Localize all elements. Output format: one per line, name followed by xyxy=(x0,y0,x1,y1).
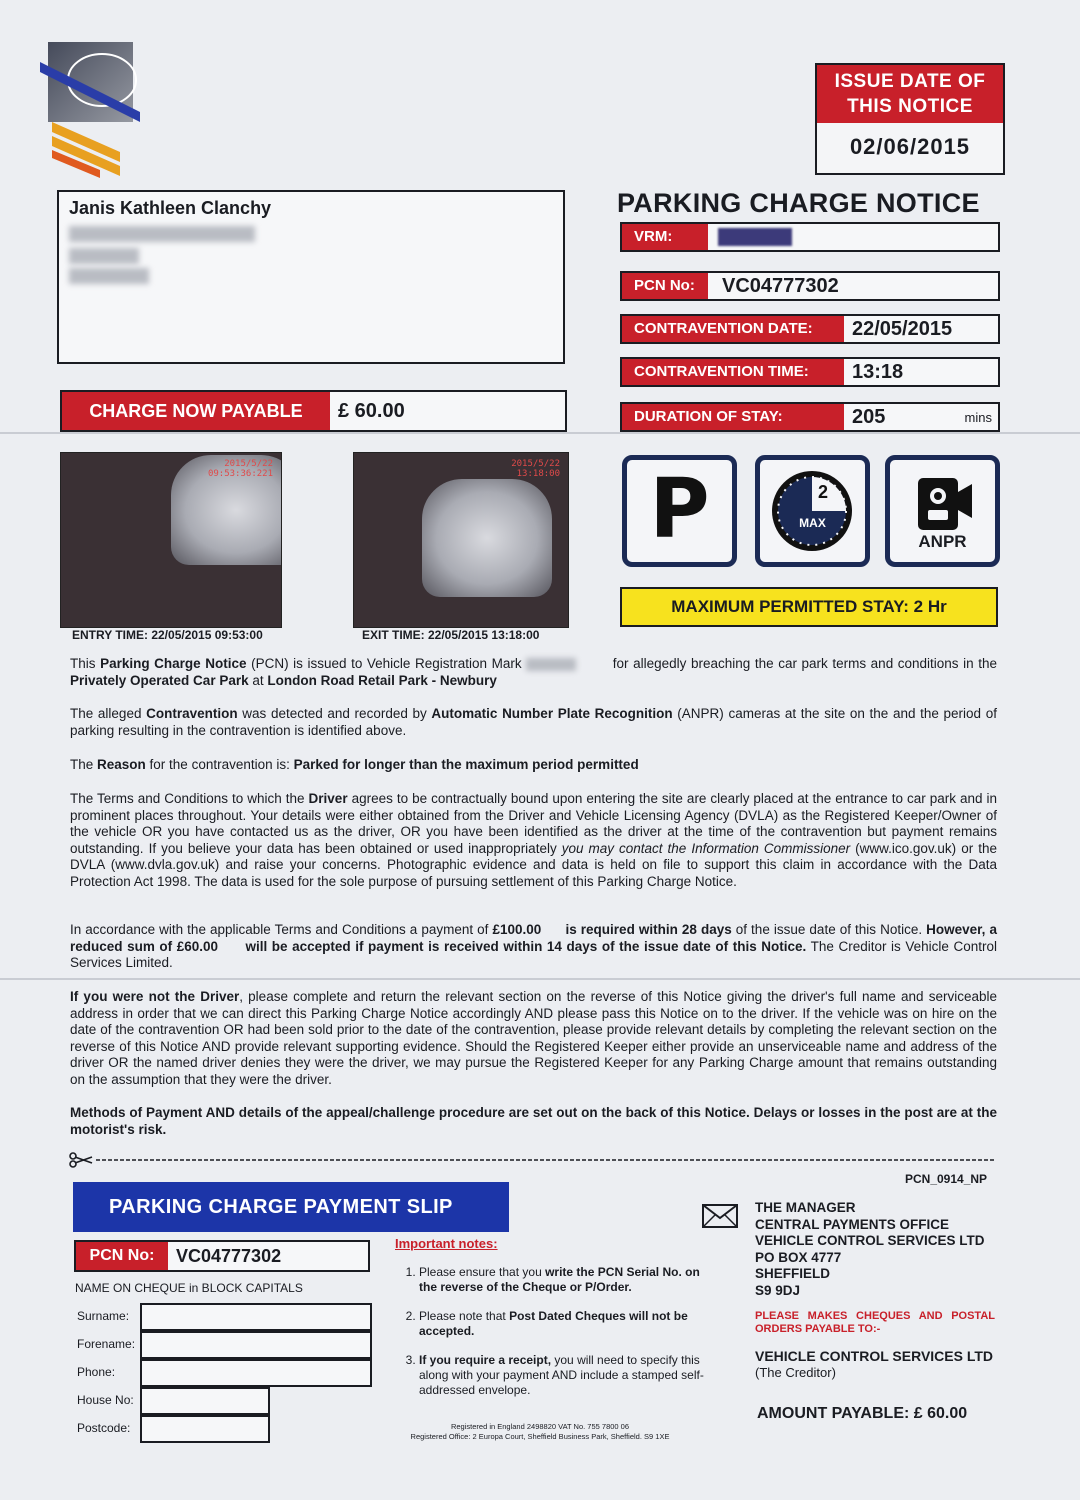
registration-details xyxy=(380,1422,700,1442)
exit-photo-stamp xyxy=(511,459,560,479)
exit-photo xyxy=(353,452,569,628)
phone-input[interactable] xyxy=(140,1359,372,1387)
postcode-label: Postcode: xyxy=(77,1421,131,1435)
text: If you require a receipt, xyxy=(419,1353,552,1367)
entry-photo xyxy=(60,452,282,628)
text: Please note that xyxy=(419,1309,510,1323)
text: (www.ico.gov.uk) or the DVLA (www.dvla.gov.uk) and raise your concerns. Photographic evidence and data is held on file to support this claim in accordance with the Data Protection Act 1998. The data is used for the sole purpose of pursuing settlement of this Parking Charge Notice. xyxy=(70,840,997,889)
house-no-row xyxy=(74,1387,374,1413)
paragraph-payment-terms xyxy=(70,922,997,972)
duration-label: DURATION OF STAY: xyxy=(622,404,844,430)
text: This xyxy=(70,656,101,671)
text: Automatic Number Plate Recognition xyxy=(431,706,673,721)
payment-slip-title: PARKING CHARGE PAYMENT SLIP xyxy=(73,1182,509,1232)
text: (ANPR) cameras at the site on the and the period of parking resulting in the contravention is identified above. xyxy=(70,706,997,738)
creditor-name: VEHICLE CONTROL SERVICES LTD xyxy=(755,1348,994,1364)
text: Parked for longer than the maximum period permitted xyxy=(293,757,639,772)
text: for the contravention is: xyxy=(145,757,294,772)
redacted-address-line xyxy=(69,226,255,242)
text: Reason xyxy=(97,757,146,772)
paragraph-contravention xyxy=(70,706,997,739)
text: Contravention xyxy=(146,706,238,721)
vrm-field xyxy=(620,222,1000,252)
text: you will need to specify this along with your payment AND include a stamped self-addressed envelope. xyxy=(419,1353,704,1397)
paper-fold xyxy=(0,978,1080,980)
entry-stamp-date: 2015/5/22 xyxy=(224,459,273,469)
contravention-date-label: CONTRAVENTION DATE: xyxy=(622,316,844,342)
parking-sign-icon xyxy=(622,455,737,567)
forename-label: Forename: xyxy=(77,1337,136,1351)
text: write the PCN Serial No. on the reverse of the Cheque or P/Order. xyxy=(419,1265,700,1294)
issue-date-box xyxy=(815,63,1005,175)
creditor-sub: (The Creditor) xyxy=(755,1365,836,1380)
max-stay-clock-icon xyxy=(755,455,870,567)
paper-fold xyxy=(0,432,1080,434)
text: for allegedly breaching the car park terms and conditions in the xyxy=(612,656,997,671)
charge-value: £ 60.00 xyxy=(338,400,405,422)
text: will be accepted if payment is received within 14 days of the issue date of this Notice. xyxy=(245,938,807,954)
paragraph-reason xyxy=(70,757,997,774)
form-code: PCN_0914_NP xyxy=(905,1172,988,1186)
paragraph-payment-methods: Methods of Payment AND details of the appeal/challenge procedure are set out on the back of this Notice. Delays or losses in the post are at the motorist's risk. xyxy=(70,1105,997,1137)
note-item xyxy=(419,1265,705,1295)
amount-payable: AMOUNT PAYABLE: £ 60.00 xyxy=(757,1405,968,1422)
max-label: MAX xyxy=(799,516,826,530)
text: The Creditor is Vehicle Control Services Limited. xyxy=(70,938,997,970)
text: Please ensure that you xyxy=(419,1265,546,1279)
phone-label: Phone: xyxy=(77,1365,116,1379)
text: The Terms and Conditions to which the xyxy=(70,791,309,806)
forename-input[interactable] xyxy=(140,1331,372,1359)
recipient-name: Janis Kathleen Clanchy xyxy=(69,198,272,218)
important-notes xyxy=(395,1236,705,1412)
text: (PCN) is issued to Vehicle Registration Mark xyxy=(246,656,522,671)
text: In accordance with the applicable Terms and Conditions a payment of xyxy=(70,922,493,937)
pcn-label: PCN No: xyxy=(622,273,708,299)
text: Privately Operated Car Park xyxy=(70,672,249,688)
text: at xyxy=(248,672,268,688)
note-item xyxy=(419,1309,705,1339)
duration-value: 205 xyxy=(852,406,886,428)
contravention-time-field xyxy=(620,357,1000,387)
redacted-address-line xyxy=(69,248,139,264)
vrm-label: VRM: xyxy=(622,224,708,250)
envelope-icon xyxy=(702,1204,738,1233)
text: you may contact the Information Commissioner xyxy=(561,840,851,856)
contravention-date-value: 22/05/2015 xyxy=(852,318,953,340)
maximum-permitted-stay: MAXIMUM PERMITTED STAY: 2 Hr xyxy=(620,587,998,627)
text: London Road Retail Park - Newbury xyxy=(267,672,497,688)
redacted-registration xyxy=(526,658,576,671)
vrm-value-redacted: RAJAN xyxy=(718,228,792,246)
note-item xyxy=(419,1353,705,1398)
cut-line xyxy=(68,1152,996,1168)
entry-photo-stamp xyxy=(208,459,273,479)
text: The xyxy=(70,757,98,772)
house-no-input[interactable] xyxy=(140,1387,270,1415)
paragraph-not-driver xyxy=(70,989,997,1088)
text: Driver xyxy=(308,791,348,806)
slip-pcn-label: PCN No: xyxy=(76,1242,168,1270)
surname-input[interactable] xyxy=(140,1303,372,1331)
exit-stamp-date: 2015/5/22 xyxy=(511,459,560,469)
text: , please complete and return the relevant section on the reverse of this Notice giving the driver's full name and serviceable address in order that we can direct this Parking Charge Notice accordingly AND please pass this Notice on to the driver. If the vehicle was on hire on the date of the contravention OR had been sold prior to the date of the contravention, please provide relevant details by completing the relevant section on the reverse of this Notice AND provide relevant supporting evidence. Should the Registered Keeper either provide an unserviceable name and address of the driver OR the named driver denies they were the driver, we may pursue the Registered Keeper for any Parking Charge amount that remains outstanding on the assumption that they were the driver. xyxy=(70,989,997,1087)
entry-time-caption: ENTRY TIME: 22/05/2015 09:53:00 xyxy=(72,628,263,642)
charge-now-payable xyxy=(60,390,567,432)
address-line: S9 9DJ xyxy=(755,1282,801,1298)
text: of the issue date of this Notice. xyxy=(731,922,927,937)
max-hours-number: 2 xyxy=(818,482,829,502)
address-line: VEHICLE CONTROL SERVICES LTD xyxy=(755,1233,985,1248)
forename-row xyxy=(74,1331,374,1357)
text: was detected and recorded by xyxy=(237,706,432,721)
anpr-camera-icon xyxy=(885,455,1000,567)
address-line: SHEFFIELD xyxy=(755,1266,831,1281)
paragraph-terms xyxy=(70,791,997,890)
anpr-label: ANPR xyxy=(918,532,967,551)
exit-stamp-time: 13:18:00 xyxy=(516,469,560,479)
text: However, a reduced sum of £60.00 xyxy=(70,922,997,954)
car-image xyxy=(422,479,552,597)
phone-row xyxy=(74,1359,374,1385)
entry-stamp-time: 09:53:36:221 xyxy=(207,469,273,479)
text: The alleged xyxy=(70,706,147,721)
surname-label: Surname: xyxy=(77,1309,130,1323)
pcn-value: VC04777302 xyxy=(722,275,839,297)
contravention-time-label: CONTRAVENTION TIME: xyxy=(622,359,844,385)
text: If you were not the Driver xyxy=(70,989,240,1004)
address-line: CENTRAL PAYMENTS OFFICE xyxy=(755,1216,950,1232)
slip-pcn-value: VC04777302 xyxy=(176,1246,282,1266)
registration-line: Registered in England 2498820 VAT No. 755 7800 06 xyxy=(450,1422,630,1431)
text: agrees to be contractually bound upon entering the site are clearly placed at the entrance to car park and in prominent places throughout. Your details were either obtained from the Driver and Vehicle Licensing Agency (DVLA) as the Registered Keeper/Owner of the vehicle OR you have contacted us as the driver, OR you have been identified as the driver at the time of the contravention but payment remains outstanding. If you believe your data has been obtained or used inappropriately xyxy=(70,791,997,856)
recipient-address-box xyxy=(57,190,565,364)
issue-date-label: ISSUE DATE OF THIS NOTICE xyxy=(817,65,1003,123)
postcode-input[interactable] xyxy=(140,1415,270,1443)
exit-time-caption: EXIT TIME: 22/05/2015 13:18:00 xyxy=(362,628,540,642)
parking-letter: P xyxy=(649,462,710,557)
payee-address xyxy=(755,1200,985,1299)
notice-title: PARKING CHARGE NOTICE xyxy=(617,188,980,218)
address-line: PO BOX 4777 xyxy=(755,1249,842,1265)
redacted-address-line xyxy=(69,268,149,284)
text: Post Dated Cheques will not be accepted. xyxy=(419,1309,688,1338)
contravention-time-value: 13:18 xyxy=(852,361,904,383)
charge-label: CHARGE NOW PAYABLE xyxy=(62,392,330,430)
contravention-date-field xyxy=(620,314,1000,344)
duration-field xyxy=(620,402,1000,432)
text: is required within 28 days xyxy=(565,922,732,937)
duration-unit: mins xyxy=(964,410,992,425)
registration-line: Registered Office: 2 Europa Court, Sheffield Business Park, Sheffield. S9 1XE xyxy=(410,1432,670,1441)
pcn-field xyxy=(620,271,1000,301)
issue-date-value: 02/06/2015 xyxy=(849,134,971,159)
paragraph-notice-intro xyxy=(70,656,997,689)
surname-row xyxy=(74,1303,374,1329)
name-on-cheque-note: NAME ON CHEQUE in BLOCK CAPITALS xyxy=(75,1281,303,1295)
vcs-logo xyxy=(40,40,140,180)
postcode-row xyxy=(74,1415,374,1441)
text: £100.00 xyxy=(492,922,542,937)
important-notes-title: Important notes: xyxy=(395,1236,498,1251)
address-line: THE MANAGER xyxy=(755,1200,856,1215)
house-no-label: House No: xyxy=(77,1393,134,1407)
cheque-payable-note: PLEASE MAKES CHEQUES AND POSTAL ORDERS PAYABLE TO:- xyxy=(755,1310,995,1335)
slip-pcn-field xyxy=(74,1240,370,1272)
text: Parking Charge Notice xyxy=(100,656,247,671)
